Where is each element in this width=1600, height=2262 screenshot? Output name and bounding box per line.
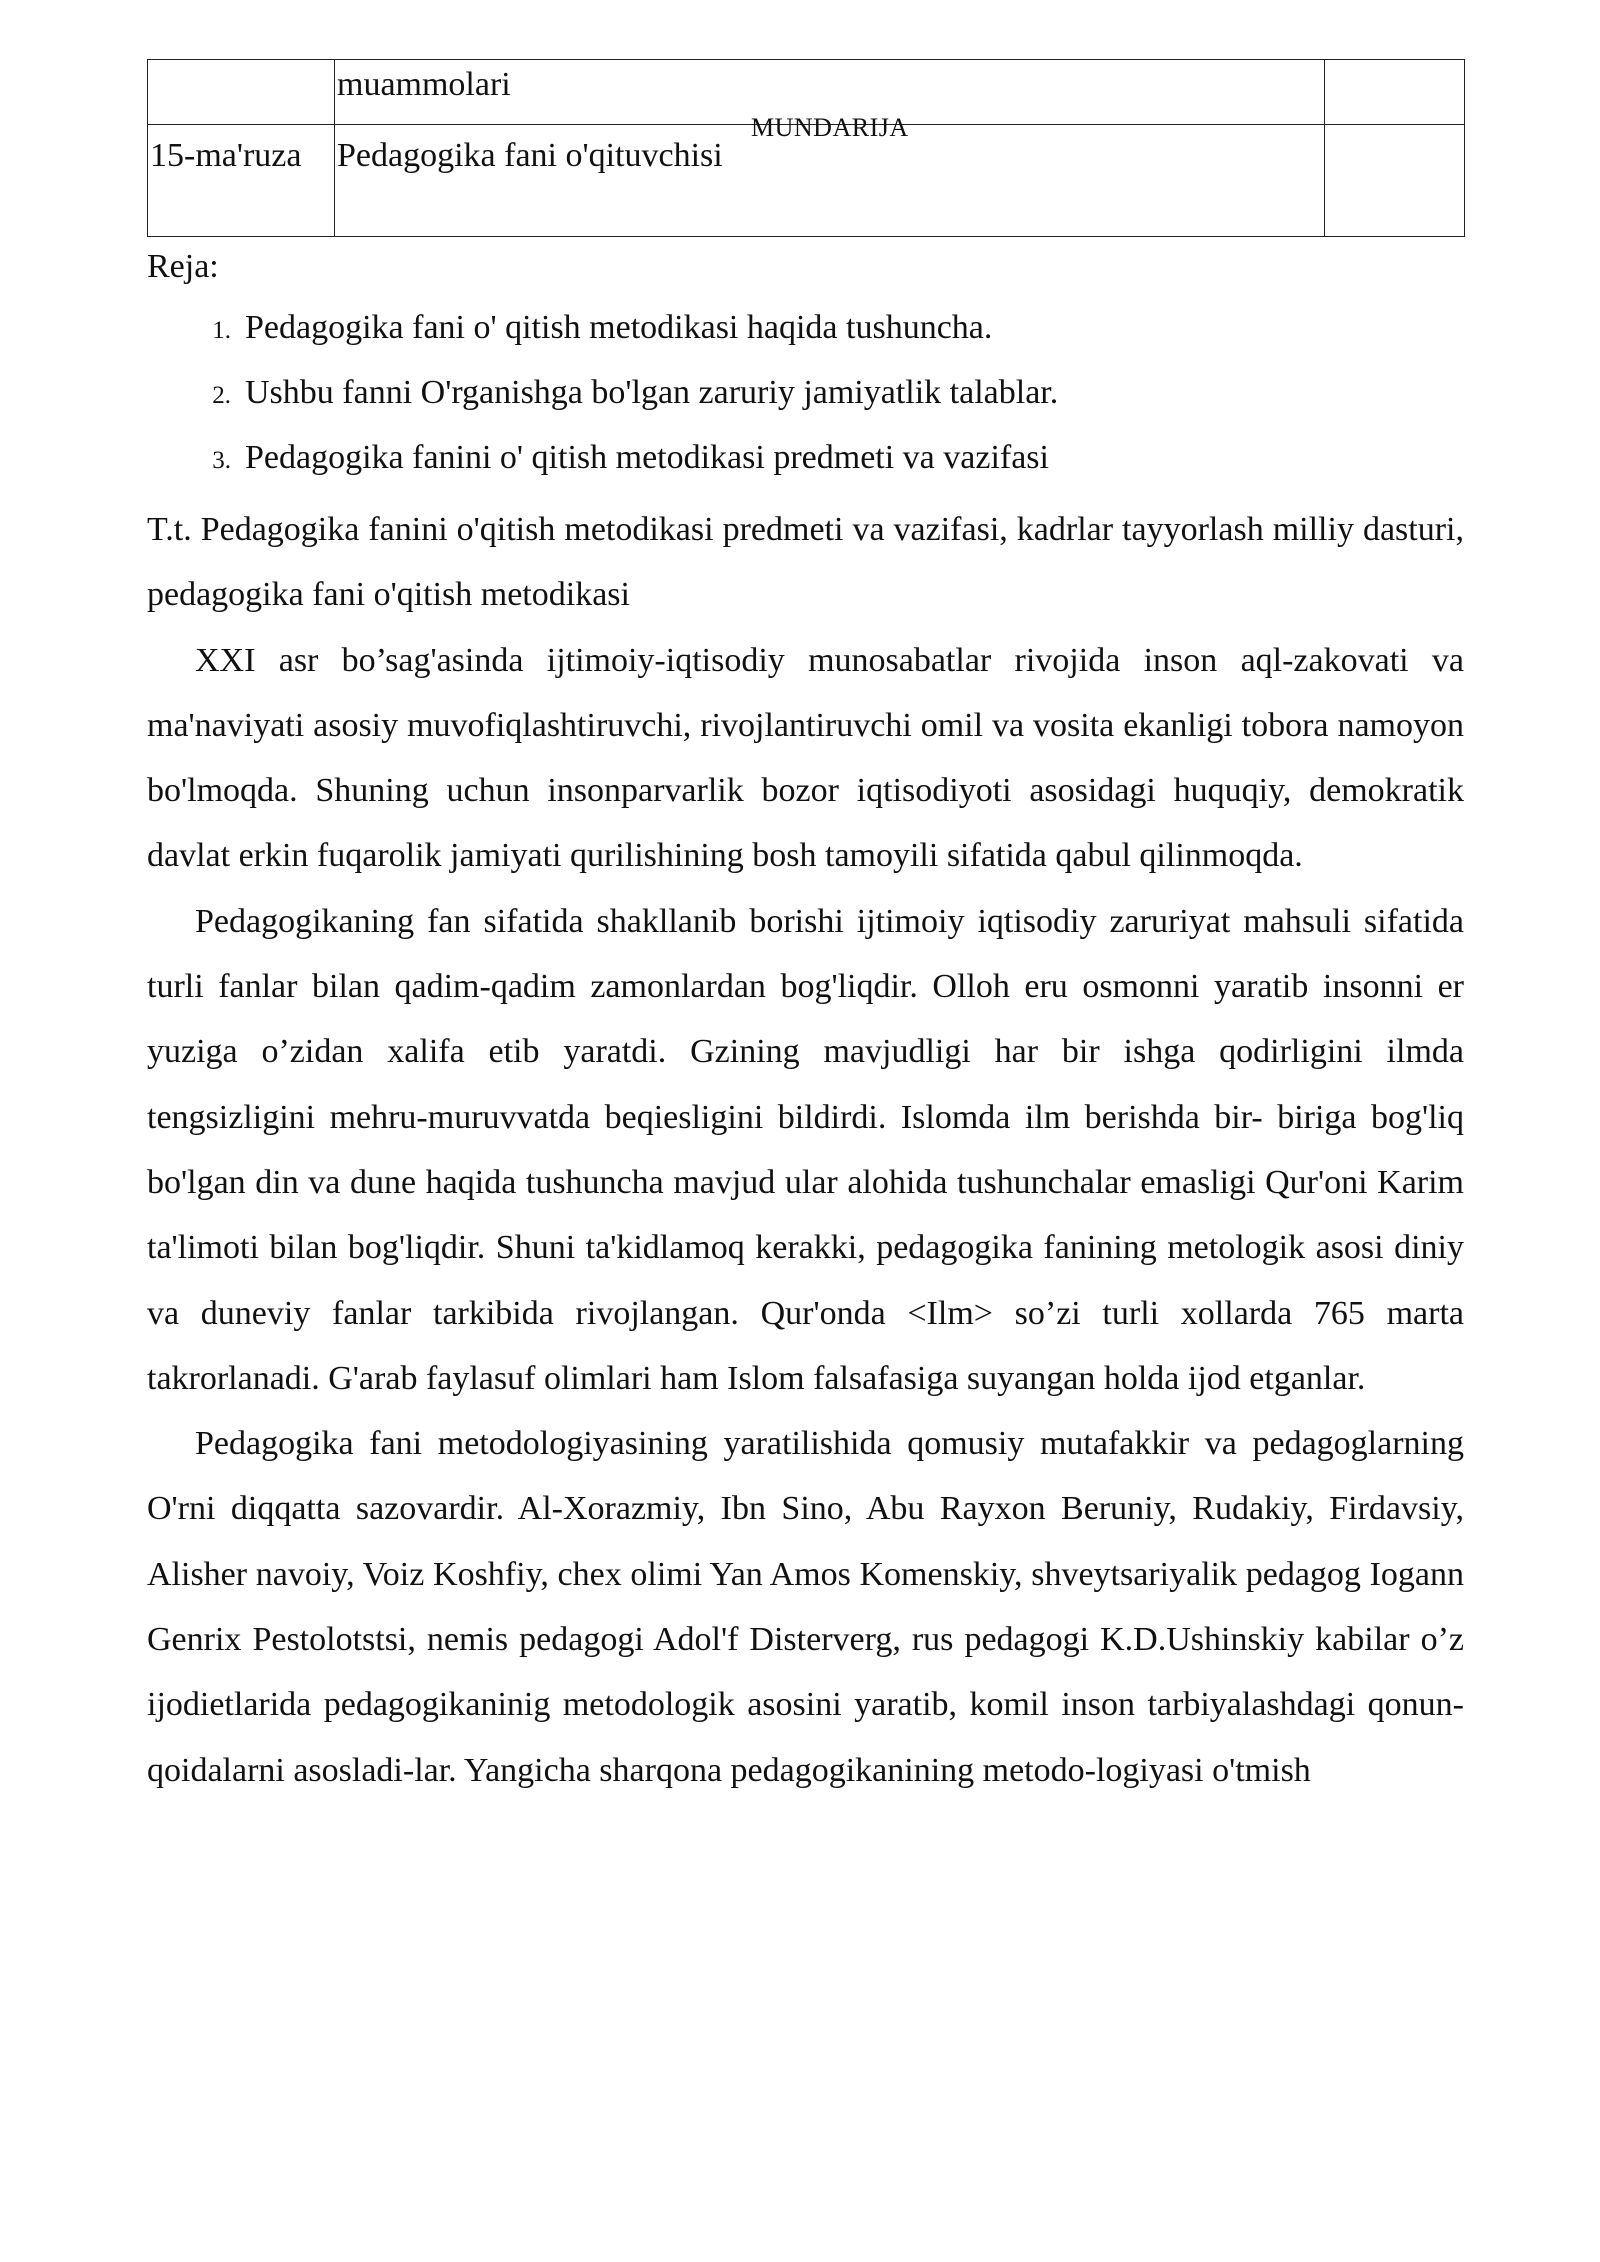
list-item xyxy=(147,305,1464,370)
contents-table xyxy=(147,59,1465,237)
list-item-number: 1. xyxy=(212,317,231,344)
list-item-text: Pedagogika fani o' qitish metodikasi haqida tushuncha. xyxy=(245,309,993,346)
table-cell-title: muammolari xyxy=(335,60,1325,125)
paragraph: XXI asr bo’sag'asinda ijtimoiy-iqtisodiy munosabatlar rivojida inson aql-zakovati va ma'naviyati asosiy muvofiqlashtiruvchi, rivojlantiruvchi omil va vosita ekanligi tobora namoyon bo'lmoqda. Shuning uchun insonparvarlik bozor iqtisodiyoti asosidagi huquqiy, demokratik davlat erkin fuqarolik jamiyati qurilishining bosh tamoyili sifatida qabul qilinmoqda. xyxy=(147,641,1464,875)
table-cell-number: 15-ma'ruza xyxy=(148,125,335,237)
table-cell-title: Pedagogika fani o'qituvchisi xyxy=(335,125,1325,237)
body-text xyxy=(147,497,1464,1803)
plan-heading: Reja: xyxy=(147,248,219,285)
paragraph: Pedagogika fani metodologiyasining yaratilishida qomusiy mutafakkir va pedagoglarning O'rni diqqatta sazovardir. Al-Xorazmiy, Ibn Sino, Abu Rayxon Beruniy, Rudakiy, Firdavsiy, Alisher navoiy, Voiz Koshfiy, chex olimi Yan Amos Komenskiy, shveytsariyalik pedagog Iogann Genrix Pestolotstsi, nemis pedagogi Adol'f Disterverg, rus pedagogi K.D.Ushinskiy kabilar o’z ijodietlarida pedagogikaninig metodologik asosini yaratib, komil inson tarbiyalashdagi qonun-qoidalarni asosladi-lar. Yangicha sharqona pedagogikanining metodo-logiyasi o'tmish xyxy=(147,1425,1464,1789)
table-cell-number xyxy=(148,60,335,125)
list-item-number: 3. xyxy=(212,447,231,474)
list-item-number: 2. xyxy=(212,382,231,409)
plan-list xyxy=(147,305,1464,500)
list-item-text: Pedagogika fanini o' qitish metodikasi predmeti va vazifasi xyxy=(245,439,1049,476)
list-item xyxy=(147,435,1464,500)
list-item xyxy=(147,370,1464,435)
paragraph: Pedagogikaning fan sifatida shakllanib borishi ijtimoiy iqtisodiy zaruriyat mahsuli sifatida turli fanlar bilan qadim-qadim zamonlardan bog'liqdir. Olloh eru osmonni yaratib insonni er yuziga o’zidan xalifa etib yaratdi. Gzining mavjudligi har bir ishga qodirligini ilmda tengsizligini mehru-muruvvatda beqiesligini bildirdi. Islomda ilm berishda bir- biriga bog'liq bo'lgan din va dune haqida tushuncha mavjud ular alohida tushunchalar emasligi Qur'oni Karim ta'limoti bilan bog'liqdir. Shuni ta'kidlamoq kerakki, pedagogika fanining metologik asosi diniy va duneviy fanlar tarkibida rivojlangan. Qur'onda <Ilm> so’zi turli xollarda 765 marta takrorlanadi. G'arab faylasuf olimlari ham Islom falsafasiga suyangan holda ijod etganlar. xyxy=(147,902,1464,1397)
keywords-paragraph: T.t. Pedagogika fanini o'qitish metodikasi predmeti va vazifasi, kadrlar tayyorlash milliy dasturi, pedagogika fani o'qitish metodikasi xyxy=(147,511,1464,614)
list-item-text: Ushbu fanni O'rganishga bo'lgan zaruriy jamiyatlik talablar. xyxy=(245,374,1059,411)
table-cell-page xyxy=(1325,125,1465,237)
contents-header-label: MUNDARIJA xyxy=(751,113,909,142)
table-cell-page xyxy=(1325,60,1465,125)
